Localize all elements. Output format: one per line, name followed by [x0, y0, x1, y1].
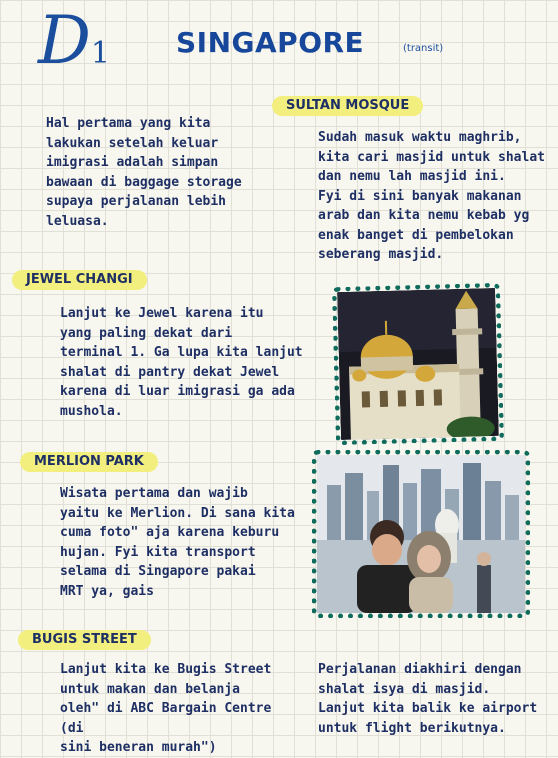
mosque-illustration	[337, 288, 499, 440]
intro-text: Hal pertama yang kita lakukan setelah keluar imigrasi adalah simpan bawaan di baggage storage supaya perjalanan lebih leluasa.	[46, 114, 296, 231]
day-label	[38, 6, 110, 89]
jewel-changi-text: Lanjut ke Jewel karena itu yang paling dekat dari terminal 1. Ga lupa kita lanjut shalat di pantry dekat Jewel karena di luar imigrasi ga ada mushola.	[60, 304, 305, 421]
bugis-street-text: Lanjut kita ke Bugis Street untuk makan dan belanja oleh" di ABC Bargain Centre (di sini beneran murah")	[60, 660, 300, 758]
section-title-sultan-mosque: SULTAN MOSQUE	[272, 96, 423, 116]
closing-text: Perjalanan diakhiri dengan shalat isya di masjid. Lanjut kita balik ke airport untuk flight berikutnya.	[318, 660, 553, 738]
day-number: 1	[91, 36, 110, 71]
merlion-illustration	[317, 455, 525, 613]
section-title-merlion-park: MERLION PARK	[20, 452, 158, 472]
merlion-photo	[312, 450, 530, 618]
section-title-jewel-changi: JEWEL CHANGI	[12, 270, 147, 290]
mosque-photo	[332, 283, 504, 445]
merlion-park-text: Wisata pertama dan wajib yaitu ke Merlion. Di sana kita cuma foto" aja karena keburu hujan. Fyi kita transport selama di Singapore pakai MRT ya, gais	[60, 484, 300, 601]
sultan-mosque-text: Sudah masuk waktu maghrib, kita cari masjid untuk shalat dan nemu lah masjid ini. Fyi di sini banyak makanan arab dan kita nemu kebab yg enak banget di pembelokan seberang masjid.	[318, 128, 553, 265]
section-title-bugis-street: BUGIS STREET	[18, 630, 151, 650]
title-note: (transit)	[403, 43, 443, 54]
day-label-letter: D	[38, 2, 91, 79]
page-title: SINGAPORE	[176, 26, 364, 59]
